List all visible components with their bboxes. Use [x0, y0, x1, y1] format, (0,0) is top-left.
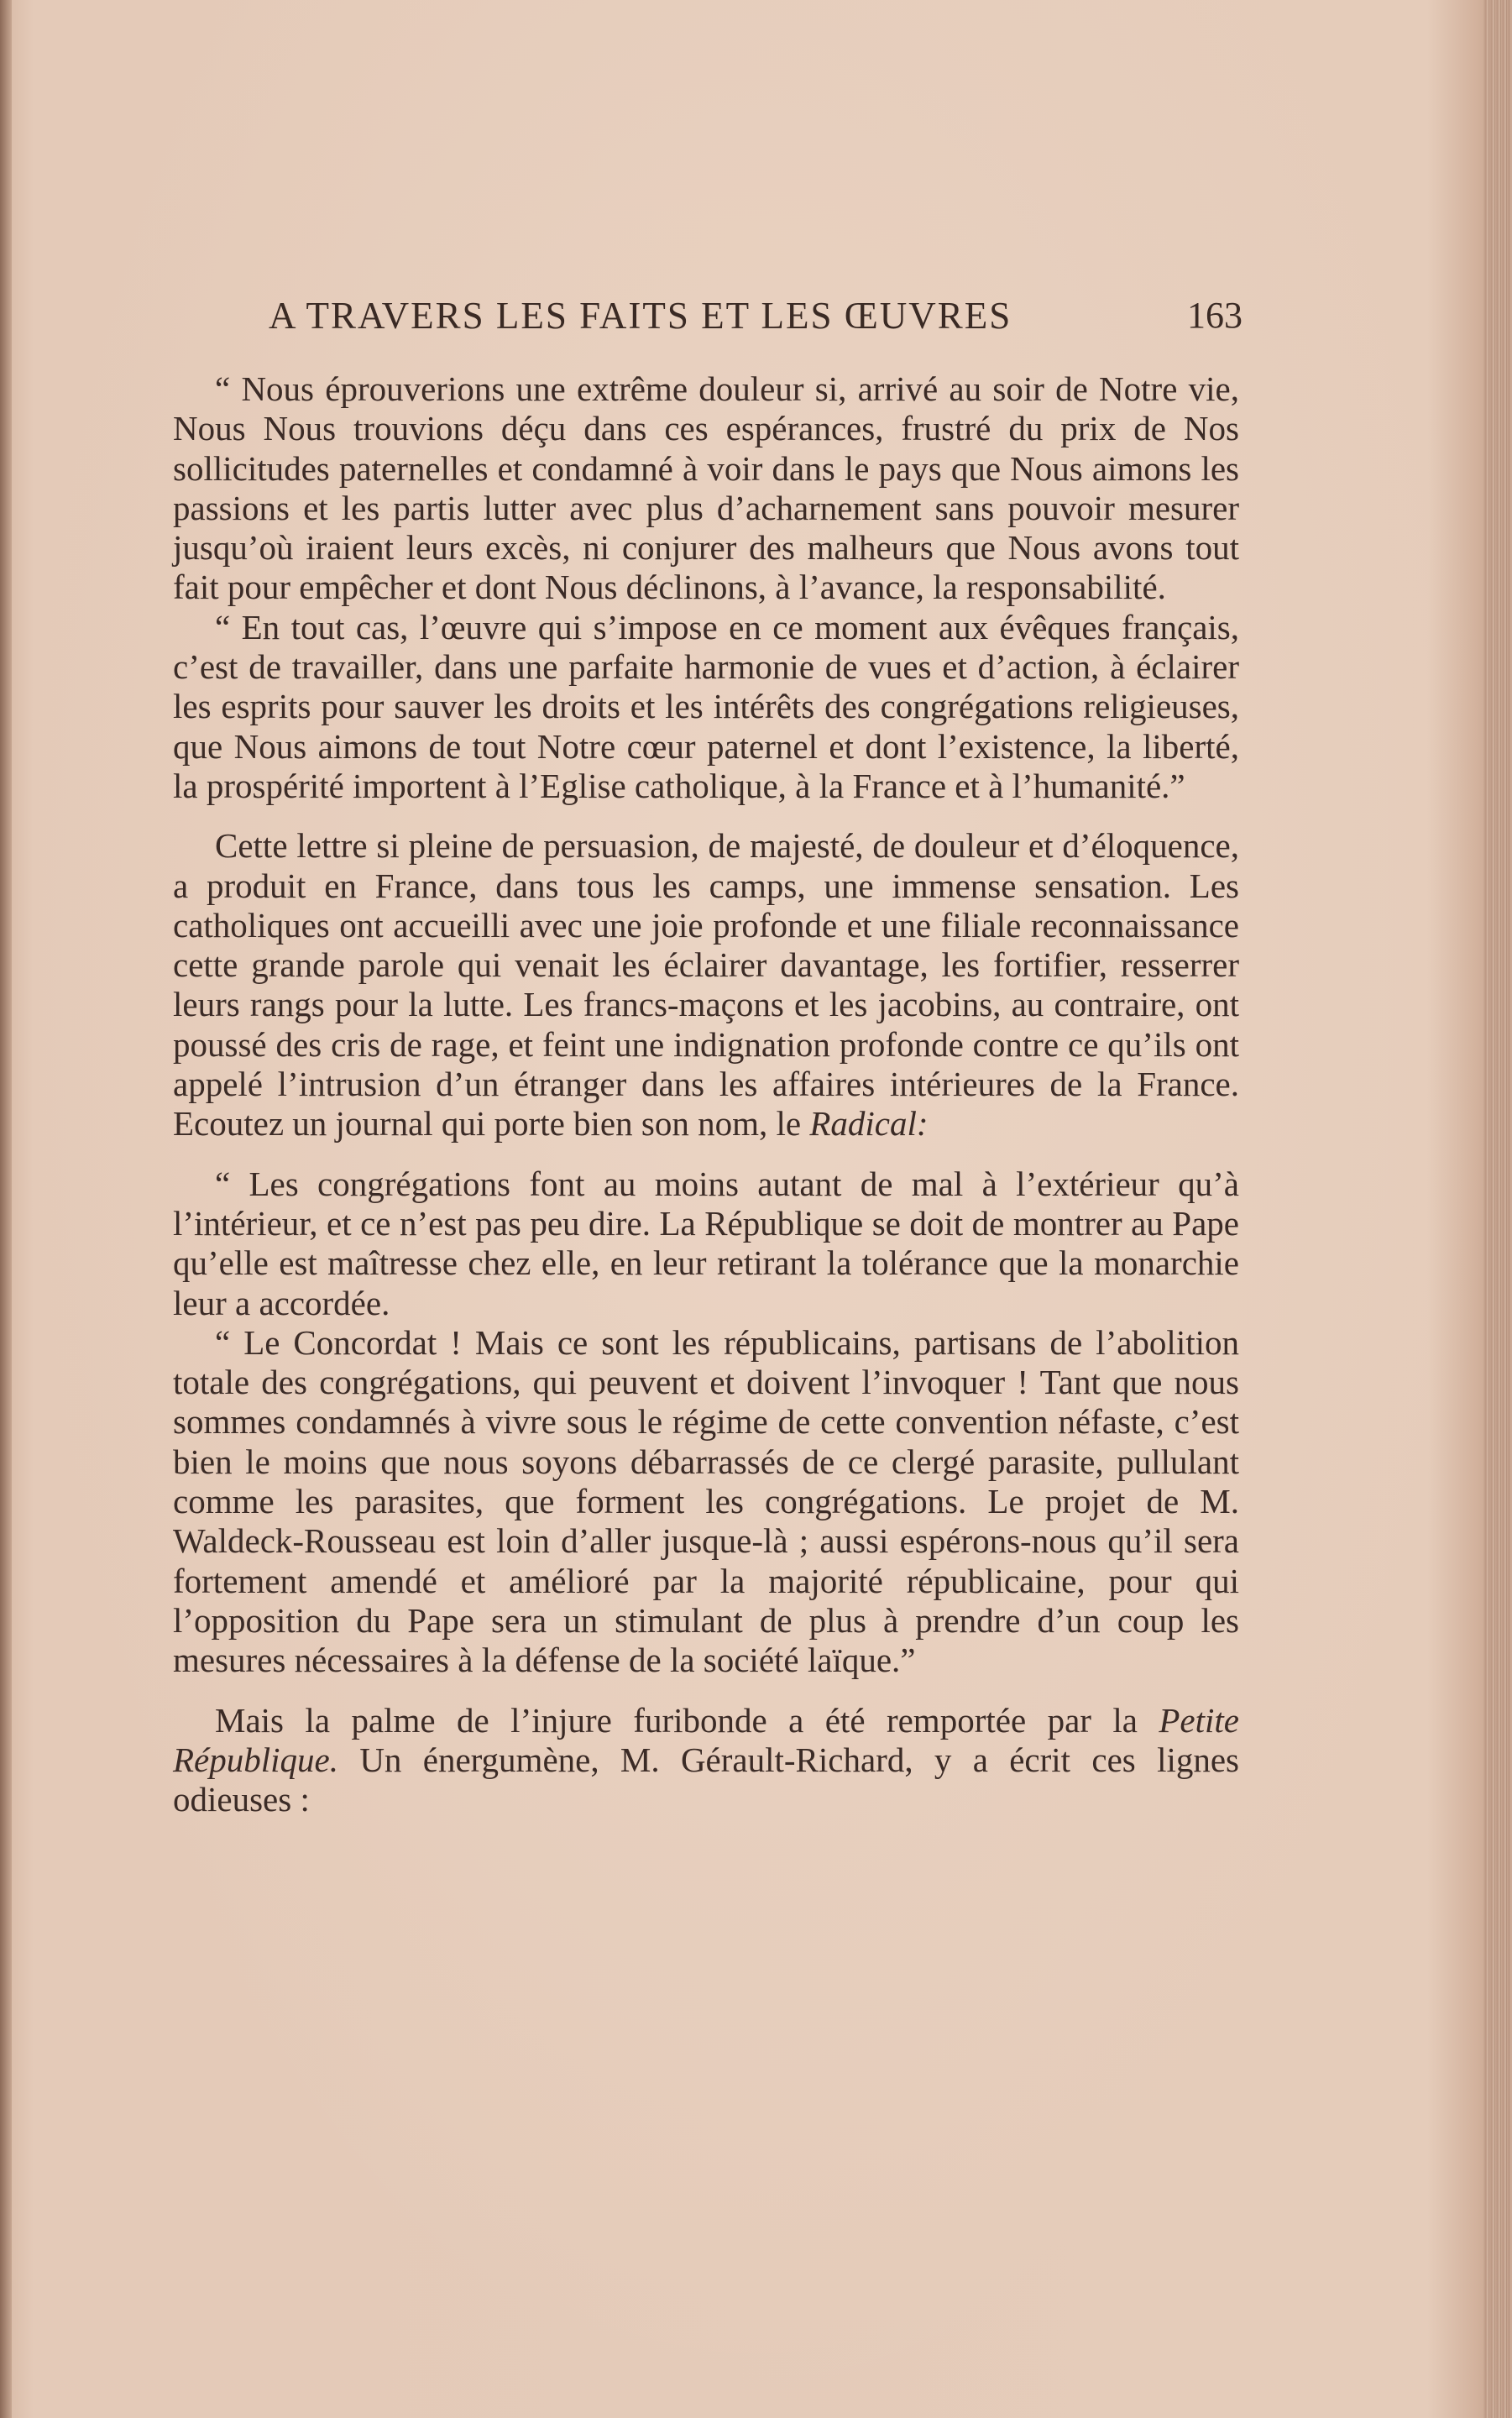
closing-text-end: Un énergumène, M. Gérault-Richard, y a écrit ces lignes odieuses :: [173, 1740, 1240, 1819]
paragraph-closing: [173, 1701, 1239, 1820]
page-header: [269, 294, 1243, 344]
paragraph-radical-quote-1: “ Les congrégations font au moins autant de mal à l’extérieur qu’à l’intérieur, et ce n’est pas peu dire. La République se doit de montrer au Pape qu’elle est maîtresse chez elle, en leur retirant la tolérance que la monarchie leur a accordée.: [173, 1164, 1239, 1322]
paragraph-quote-2: “ En tout cas, l’œuvre qui s’impose en ce moment aux évêques français, c’est de travailler, dans une parfaite harmonie de vues et d’action, à éclairer les esprits pour sauver les droits et les intérêts des congrégations religieuses, que Nous aimons de tout Notre cœur paternel et dont l’existence, la liberté, la prospérité importent à l’Eglise catholique, à la France et à l’humanité.”: [173, 607, 1239, 805]
commentary-text: Cette lettre si pleine de persuasion, de majesté, de douleur et d’éloquence, a produit en France, dans tous les camps, une immense sensation. Les catholiques ont accueilli avec une joie profonde et une filiale reconnaissance cette grande parole qui venait les éclairer davantage, les fortifier, resserrer leurs rangs pour la lutte. Les francs-maçons et les jacobins, au contraire, ont poussé des cris de rage, et feint une indignation profonde contre ce qu’ils ont appelé l’intrusion d’un étranger dans les affaires intérieures de la France. Ecoutez un journal qui porte bien son nom, le: [173, 826, 1239, 1144]
page-left-edge: [0, 0, 12, 2418]
paragraph-commentary: [173, 826, 1239, 1144]
paragraph-quote-1: “ Nous éprouverions une extrême douleur si, arrivé au soir de Notre vie, Nous Nous trouvions déçu dans ces espérances, frustré du prix de Nos sollicitudes paternelles et condamné à voir dans le pays que Nous aimons les passions et les partis lutter avec plus d’acharnement sans pouvoir mesurer jusqu’où iraient leurs excès, ni conjurer des malheurs que Nous avons tout fait pour empêcher et dont Nous déclinons, à l’avance, la responsabilité.: [173, 369, 1239, 607]
running-title: A TRAVERS LES FAITS ET LES ŒUVRES: [269, 295, 1012, 337]
journal-name-petite-republique: Petite République.: [173, 1700, 1239, 1779]
journal-name-radical: Radical:: [809, 1104, 929, 1144]
page-right-edge: [1483, 0, 1512, 2418]
page-number: 163: [1187, 295, 1243, 336]
closing-text-start: Mais la palme de l’injure furibonde a été remportée par la: [215, 1700, 1138, 1740]
paragraph-radical-quote-2: “ Le Concordat ! Mais ce sont les républicains, partisans de l’abolition totale des congrégations, qui peuvent et doivent l’invoquer ! Tant que nous sommes condamnés à vivre sous le régime de cette convention néfaste, c’est bien le moins que nous soyons débarrassés de ce clergé parasite, pullulant comme les parasites, que forment les congrégations. Le projet de M. Waldeck-Rousseau est loin d’aller jusque-là ; aussi espérons-nous qu’il sera fortement amendé et amélioré par la majorité républicaine, pour qui l’opposition du Pape sera un stimulant de plus à prendre d’un coup les mesures nécessaires à la défense de la société laïque.”: [173, 1322, 1239, 1680]
body-text: [173, 369, 1239, 1819]
